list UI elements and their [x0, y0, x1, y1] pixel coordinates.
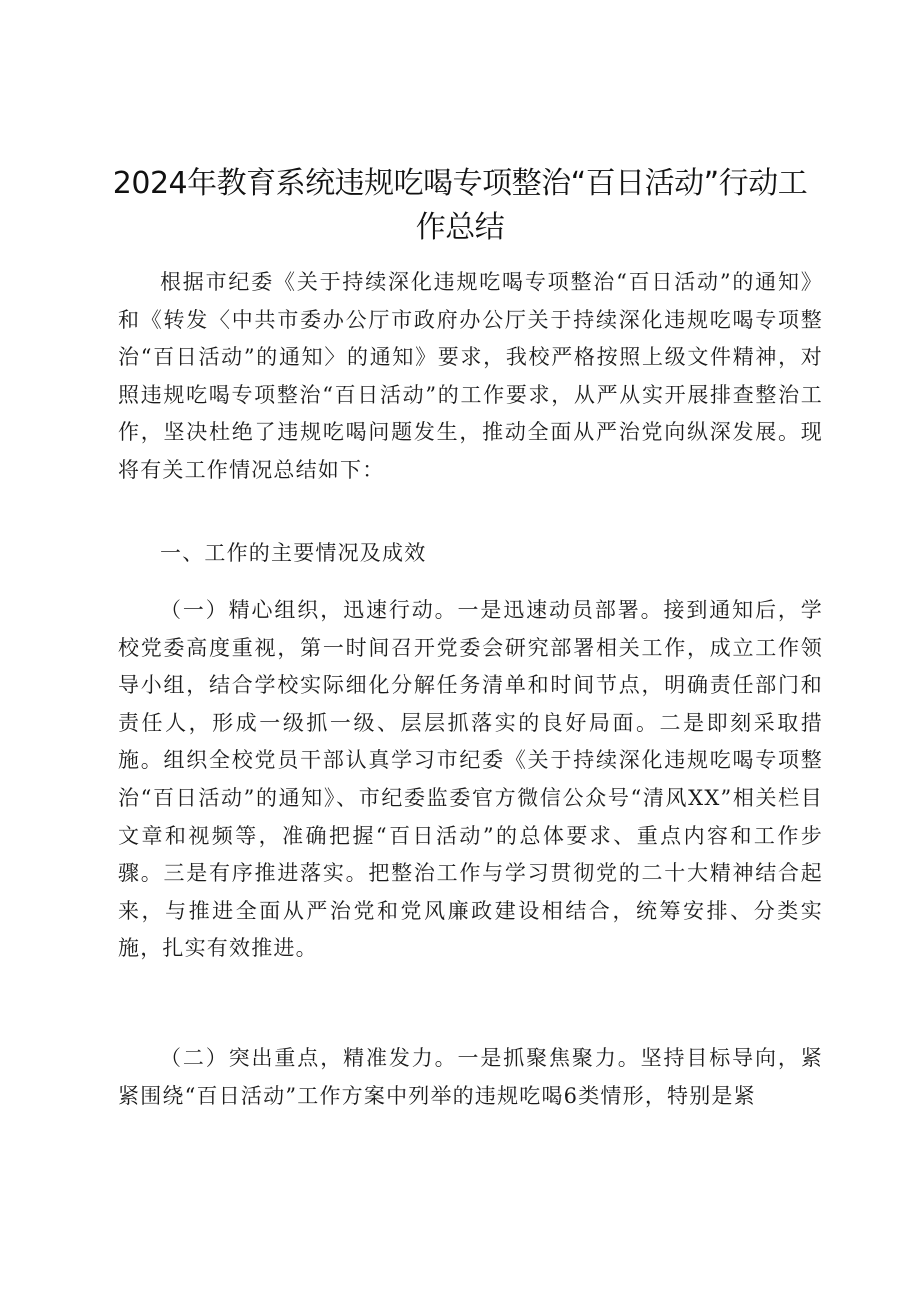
- section-heading-1: 一、工作的主要情况及成效: [160, 541, 427, 565]
- document-title: 2024年教育系统违规吃喝专项整治“百日活动”行动工作总结: [112, 166, 808, 245]
- intro-paragraph: 根据市纪委《关于持续深化违规吃喝专项整治“百日活动”的通知》和《转发〈中共市委办公厅市政府办公厅关于持续深化违规吃喝专项整治“百日活动”的通知〉的通知》要求，我校严格按照上级文件精神，对照违规吃喝专项整治“百日活动”的工作要求，从严从实开展排查整治工作，坚决杜绝了违规吃喝问题发生，推动全面从严治党向纵深发展。现将有关工作情况总结如下：: [118, 270, 823, 482]
- section-1-paragraph: （一）精心组织，迅速行动。一是迅速动员部署。接到通知后，学校党委高度重视，第一时间召开党委会研究部署相关工作，成立工作领导小组，结合学校实际细化分解任务清单和时间节点，明确责任部门和责任人，形成一级抓一级、层层抓落实的良好局面。二是即刻采取措施。组织全校党员干部认真学习市纪委《关于持续深化违规吃喝专项整治“百日活动”的通知》、市纪委监委官方微信公众号“清风XX”相关栏目文章和视频等，准确把握“百日活动”的总体要求、重点内容和工作步骤。三是有序推进落实。把整治工作与学习贯彻党的二十大精神结合起来，与推进全面从严治党和党风廉政建设相结合，统筹安排、分类实施，扎实有效推进。: [118, 598, 823, 961]
- section-2-paragraph: （二）突出重点，精准发力。一是抓聚焦聚力。坚持目标导向，紧紧围绕“百日活动”工作方案中列举的违规吃喝6类情形，特别是紧: [118, 1046, 823, 1108]
